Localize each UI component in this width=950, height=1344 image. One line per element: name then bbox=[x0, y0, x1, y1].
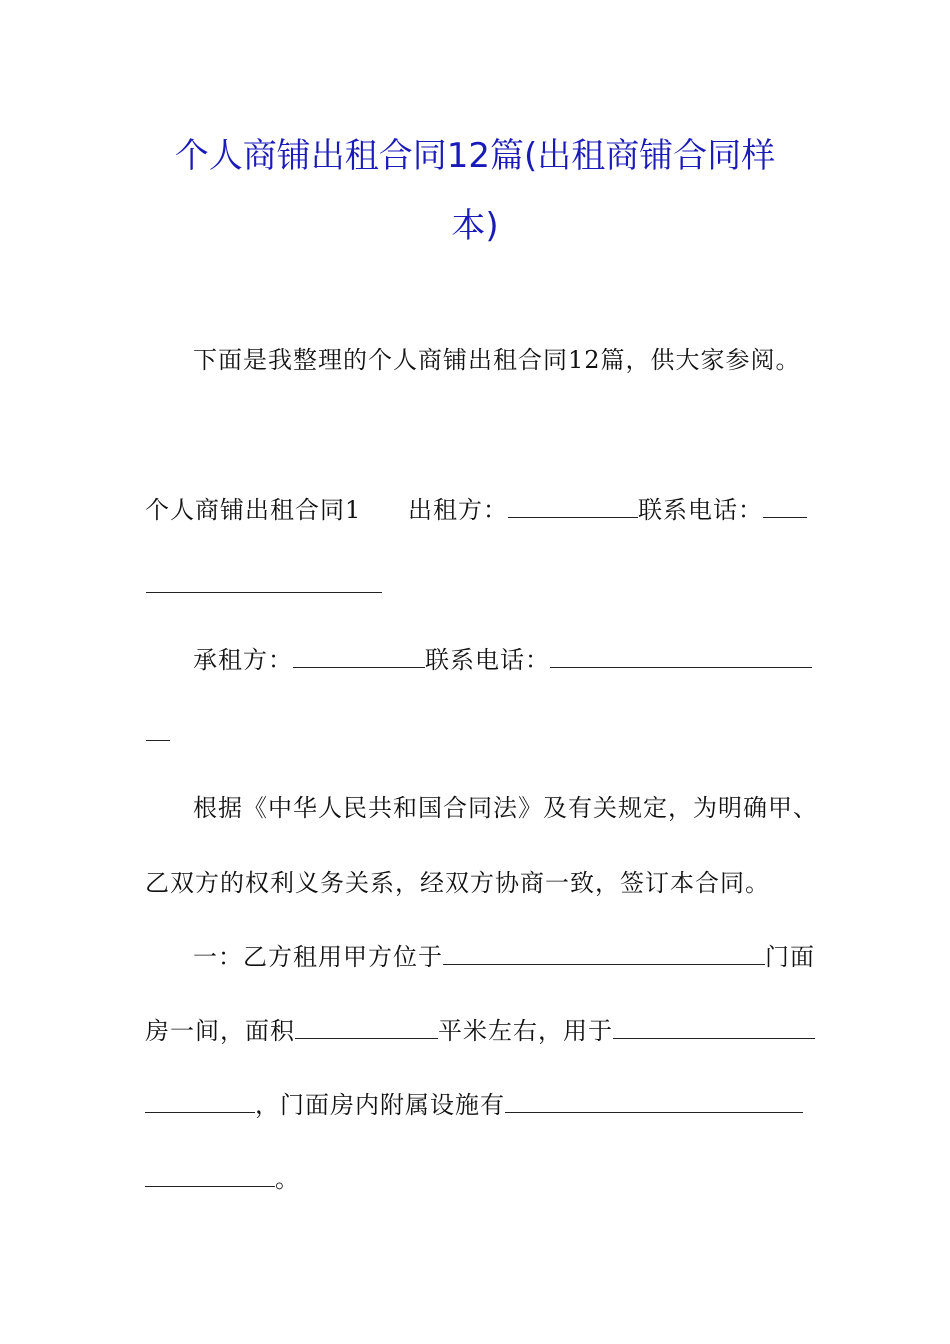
lessor-label: 出租方： bbox=[408, 496, 508, 524]
clause-1-line-1 bbox=[193, 942, 815, 972]
intro-paragraph: 下面是我整理的个人商铺出租合同12篇，供大家参阅。 bbox=[193, 346, 801, 374]
document-title-line-2: 本) bbox=[451, 206, 499, 246]
clause-1-line-2 bbox=[145, 1016, 815, 1046]
usage-blank bbox=[613, 1016, 815, 1039]
preamble-line-1: 根据《中华人民共和国合同法》及有关规定，为明确甲、 bbox=[193, 794, 818, 822]
lessor-phone-blank bbox=[763, 495, 807, 518]
lessee-blank bbox=[293, 645, 425, 668]
clause-1-shopfront: 门面 bbox=[765, 943, 815, 971]
clause-1-line-3 bbox=[145, 1090, 803, 1120]
shop-location-blank bbox=[443, 942, 765, 965]
lessee-phone-blank bbox=[550, 645, 812, 668]
lessee-label: 承租方： bbox=[193, 646, 293, 674]
usage-blank-continued bbox=[145, 1090, 255, 1113]
lessee-row bbox=[193, 645, 812, 675]
lessee-phone-blank-continued bbox=[146, 740, 170, 741]
clause-1-facilities-label: ，门面房内附属设施有 bbox=[255, 1091, 505, 1119]
contract-heading: 个人商铺出租合同1 bbox=[145, 496, 362, 524]
document-title-line-1: 个人商铺出租合同12篇(出租商铺合同样 bbox=[174, 136, 776, 176]
preamble-line-2: 乙双方的权利义务关系，经双方协商一致，签订本合同。 bbox=[145, 869, 770, 897]
lessee-phone-label: 联系电话： bbox=[425, 646, 550, 674]
clause-1-area-label: 房一间，面积 bbox=[145, 1017, 295, 1045]
lessor-phone-label: 联系电话： bbox=[638, 496, 763, 524]
clause-1-end: 。 bbox=[275, 1165, 300, 1193]
lessor-row bbox=[408, 495, 807, 525]
lessor-blank bbox=[508, 495, 638, 518]
facilities-blank bbox=[505, 1090, 803, 1113]
clause-1-location-label: 一：乙方租用甲方位于 bbox=[193, 943, 443, 971]
clause-1-line-4 bbox=[145, 1164, 300, 1194]
area-blank bbox=[295, 1016, 438, 1039]
clause-1-usage-label: 平米左右，用于 bbox=[438, 1017, 613, 1045]
facilities-blank-continued bbox=[145, 1164, 275, 1187]
contract-heading-row bbox=[145, 495, 361, 525]
lessor-phone-blank-continued bbox=[146, 592, 382, 593]
